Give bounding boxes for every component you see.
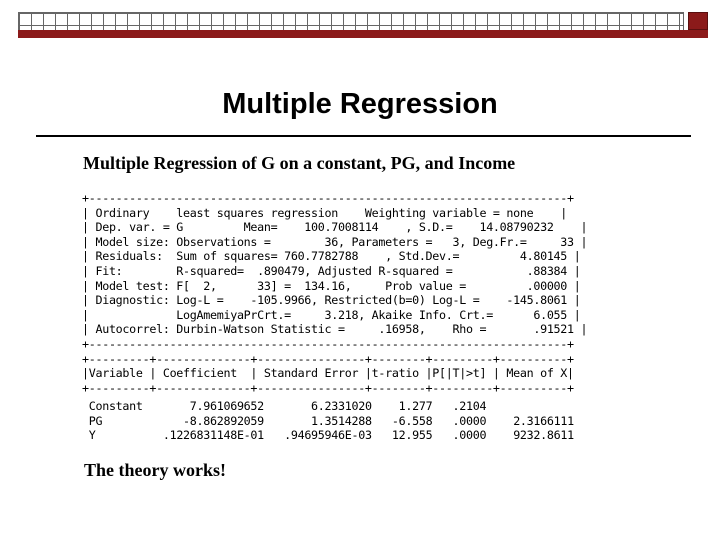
output-line: |Variable | Coefficient | Standard Error |t-ratio |P[|T|>t] | Mean of X| xyxy=(82,366,574,381)
output-line: +---------+--------------+----------------+--------+---------+----------+ xyxy=(82,380,574,395)
cell-mean-x: 2.3166111 xyxy=(486,413,574,428)
output-line: | Fit: R-squared= .890479, Adjusted R-squared = .88384 | xyxy=(82,263,581,278)
slide-title: Multiple Regression xyxy=(222,88,498,120)
output-line: +-----------------------------------------------------------------------+ xyxy=(82,336,574,351)
cell-p-value: .2104 xyxy=(432,399,487,413)
table-row xyxy=(82,399,574,414)
cell-mean-x: 9232.8611 xyxy=(486,428,574,443)
regression-output-block xyxy=(82,191,587,395)
cell-p-value: .0000 xyxy=(432,428,487,443)
output-line: | Diagnostic: Log-L = -105.9966, Restricted(b=0) Log-L = -145.8061 | xyxy=(82,293,581,308)
header-accent-bar xyxy=(18,30,708,38)
cell-std-error: 6.2331020 xyxy=(263,399,372,413)
slide-subtitle: Multiple Regression of G on a constant, PG, and Income xyxy=(83,153,516,173)
cell-std-error: 1.3514288 xyxy=(263,413,372,428)
output-line: | Autocorrel: Durbin-Watson Statistic = .16958, Rho = .91521 | xyxy=(82,322,588,337)
output-line: | Model size: Observations = 36, Parameters = 3, Deg.Fr.= 33 | xyxy=(82,234,588,249)
output-line: | Dep. var. = G Mean= 100.7008114 , S.D.= 14.08790232 | xyxy=(82,220,588,235)
output-line: | Model test: F[ 2, 33] = 134.16, Prob value = .00000 | xyxy=(82,278,581,293)
cell-coefficient: 7.961069652 xyxy=(156,399,264,413)
conclusion-note: The theory works! xyxy=(84,460,226,480)
cell-p-value: .0000 xyxy=(432,413,487,428)
table-row xyxy=(82,428,574,443)
output-line: +---------+--------------+----------------+--------+---------+----------+ xyxy=(82,351,574,366)
cell-coefficient: -8.862892059 xyxy=(156,413,264,428)
cell-mean-x xyxy=(486,399,574,413)
output-line: +-----------------------------------------------------------------------+ xyxy=(82,191,574,205)
output-line: | LogAmemiyaPrCrt.= 3.218, Akaike Info. Crt.= 6.055 | xyxy=(82,307,581,322)
title-divider xyxy=(36,135,691,137)
coefficient-table xyxy=(82,399,574,443)
header-accent-box xyxy=(688,12,708,30)
cell-t-ratio: 1.277 xyxy=(371,399,433,413)
cell-variable: PG xyxy=(82,413,157,428)
cell-variable: Constant xyxy=(82,399,157,413)
decorative-header-bar xyxy=(18,12,708,38)
cell-t-ratio: -6.558 xyxy=(371,413,433,428)
cell-variable: Y xyxy=(82,428,157,443)
cell-t-ratio: 12.955 xyxy=(371,428,433,443)
table-row xyxy=(82,414,574,429)
cell-std-error: .94695946E-03 xyxy=(263,428,372,443)
cell-coefficient: .1226831148E-01 xyxy=(156,428,264,443)
output-line: | Ordinary least squares regression Weighting variable = none | xyxy=(82,205,568,220)
output-line: | Residuals: Sum of squares= 760.7782788 , Std.Dev.= 4.80145 | xyxy=(82,249,581,264)
